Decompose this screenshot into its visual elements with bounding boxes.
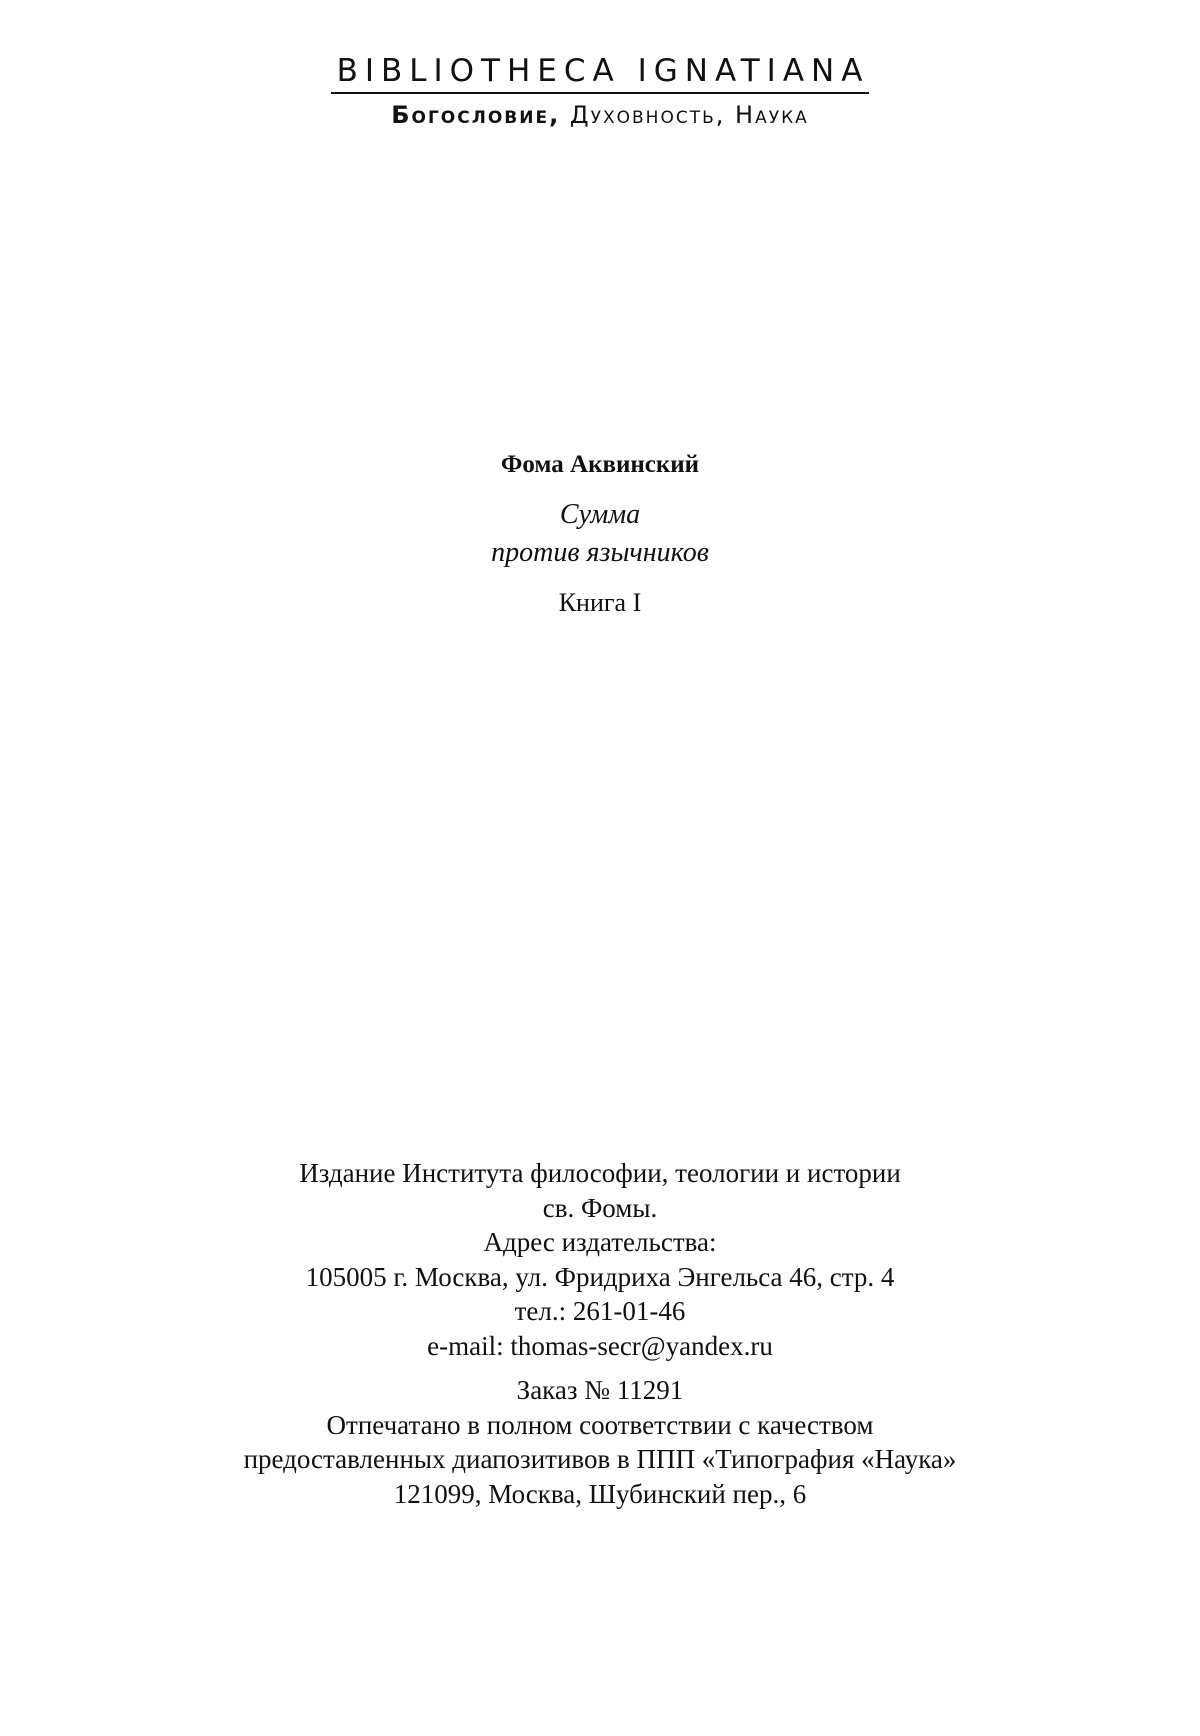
publisher-line: св. Фомы. [542,1192,658,1223]
work-title-line-2: против язычников [491,537,709,568]
printing-line: Отпечатано в полном соответствии с качеством [326,1409,874,1440]
work-title [0,496,1200,572]
title-block [0,448,1200,620]
author: Фома Аквинский [500,451,700,478]
printer-address: 121099, Москва, Шубинский пер., 6 [393,1478,807,1509]
printing-line: предоставленных диапозитивов в ППП «Типография «Наука» [243,1444,957,1474]
publisher-line: Издание Института философии, теологии и истории [299,1158,901,1188]
series-header [0,52,1200,130]
publisher-email: e-mail: thomas-secr@yandex.ru [427,1330,773,1361]
series-subtitle-science: Наука [735,101,809,129]
series-title: BIBLIOTHECA IGNATIANA [331,52,870,94]
imprint-spacer [0,1363,1200,1373]
publisher-line: Адрес издательства: [483,1227,717,1257]
series-subtitle-spirituality: Духовность, [569,101,726,129]
series-subtitle-theology: Богословие, [391,101,561,129]
work-title-line-1: Сумма [559,499,641,530]
publisher-phone: тел.: 261-01-46 [514,1296,686,1326]
order-number: Заказ № 11291 [516,1375,684,1405]
book-number: Книга I [558,588,642,617]
publisher-address: 105005 г. Москва, ул. Фридриха Энгельса 46, стр. 4 [305,1261,895,1292]
series-subtitle [0,100,1200,130]
imprint [0,1156,1200,1511]
